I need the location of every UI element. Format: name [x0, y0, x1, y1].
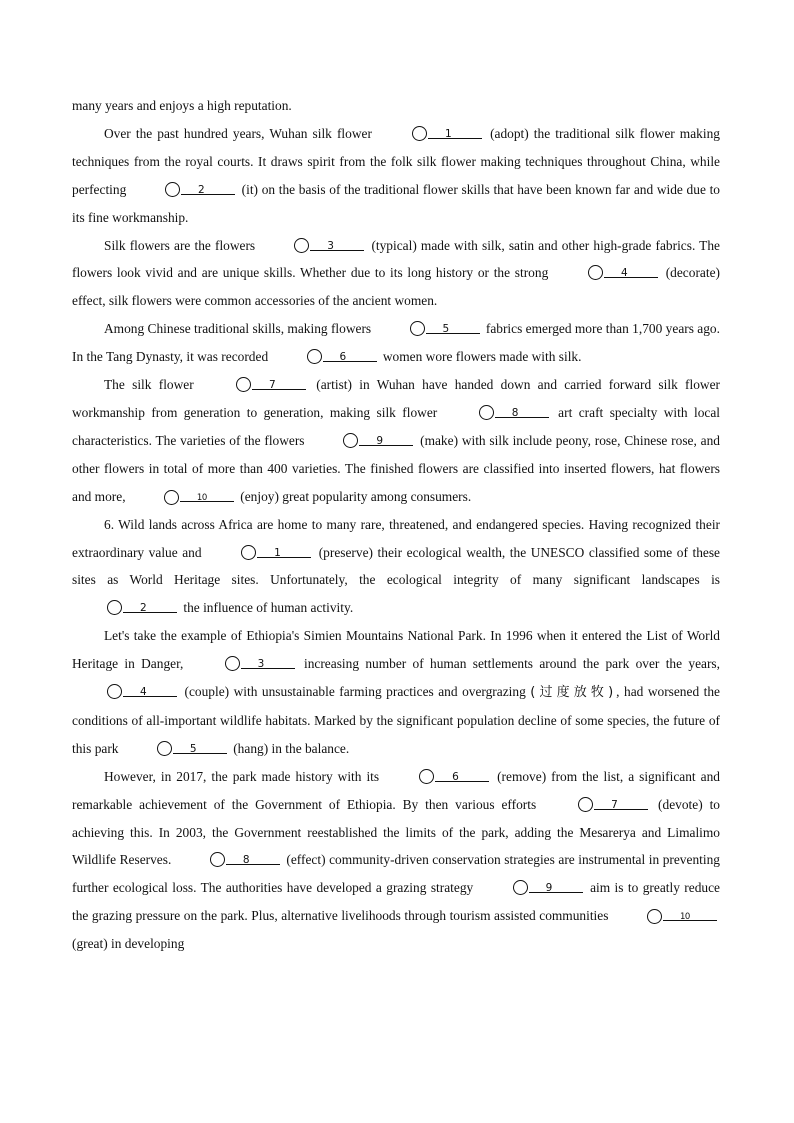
blank-number: 8: [479, 405, 494, 420]
blank-number: 3: [225, 656, 240, 671]
blank-6-3[interactable]: [190, 650, 298, 678]
blank-number: 8: [210, 852, 225, 867]
blank-6-7[interactable]: [543, 791, 651, 819]
blank-number: 4: [588, 265, 603, 280]
blank-number: 2: [165, 182, 180, 197]
blank-number: 1: [412, 126, 427, 141]
blank-number: 2: [107, 600, 122, 615]
paragraph-silk-flowers: Silk flowers are the flowers 3 (typical) made with silk, satin and other high-grade fabrics. The flowers look vivid and are unique skills. Whether due to its long history or the strong 4 (decorate) effect, silk flowers were common accessories of the ancient women.: [72, 232, 720, 316]
paragraph-wuhan-history: Over the past hundred years, Wuhan silk flower 1 (adopt) the traditional silk flower making techniques from the royal courts. It draws spirit from the folk silk flower making techniques throughout China, while perfecting 2 (it) on the basis of the traditional flower skills that have been known far and wide due to its fine workmanship.: [72, 120, 720, 232]
blank-number: 3: [294, 238, 309, 253]
blank-4[interactable]: [553, 259, 661, 287]
paragraph-continuation: many years and enjoys a high reputation.: [72, 98, 292, 113]
blank-10[interactable]: [129, 483, 237, 511]
blank-6-4[interactable]: [72, 678, 180, 706]
blank-number: 7: [578, 797, 593, 812]
blank-3[interactable]: [259, 232, 367, 260]
paragraph-artists: The silk flower 7 (artist) in Wuhan have handed down and carried forward silk flower workmanship from generation to generation, making silk flower 8 art craft specialty with local characteristics. The varieties of the flowers 9 (make) with silk include peony, rose, Chinese rose, and other flowers in total of more than 400 varieties. The finished flowers are classified into inserted flowers, hat flowers and more, 10 (enjoy) great popularity among consumers.: [72, 371, 720, 511]
blank-6-5[interactable]: [122, 735, 230, 763]
blank-number: 9: [343, 433, 358, 448]
blank-number: 5: [157, 741, 172, 756]
blank-2[interactable]: [130, 176, 238, 204]
blank-number: 6: [307, 349, 322, 364]
blank-9[interactable]: [308, 427, 416, 455]
paragraph-africa-wild-lands: 6. Wild lands across Africa are home to many rare, threatened, and endangered species. Having recognized their extraordinary value and 1 (preserve) their ecological wealth, the UNESCO classified some of these sites as World Heritage sites. Unfortunately, the ecological integrity of many significant landscapes is 2 the influence of human activity.: [72, 511, 720, 623]
document-page: [72, 92, 720, 958]
blank-6-10[interactable]: [612, 902, 720, 930]
chinese-gloss: (过度放牧): [530, 685, 617, 701]
blank-7[interactable]: [201, 371, 309, 399]
blank-number: 9: [513, 880, 528, 895]
paragraph-tang-dynasty: Among Chinese traditional skills, making flowers 5 fabrics emerged more than 1,700 years ago. In the Tang Dynasty, it was recorded 6 women wore flowers made with silk.: [72, 315, 720, 371]
blank-1[interactable]: [377, 120, 485, 148]
blank-number: 7: [236, 377, 251, 392]
blank-number: 5: [410, 321, 425, 336]
blank-6-2[interactable]: [72, 594, 180, 622]
blank-number: 10: [647, 909, 662, 924]
paragraph-simien-park: Let's take the example of Ethiopia's Simien Mountains National Park. In 1996 when it entered the List of World Heritage in Danger, 3 increasing number of human settlements around the park over the years, 4 (couple) with unsustainable farming practices and overgrazing (过度放牧), had worsened the conditions of all-important wildlife habitats. Marked by the significant population decline of some species, the future of this park 5 (hang) in the balance.: [72, 622, 720, 763]
blank-8[interactable]: [444, 399, 552, 427]
blank-number: 10: [164, 490, 179, 505]
paragraph-2017-removal: However, in 2017, the park made history with its 6 (remove) from the list, a significant and remarkable achievement of the Government of Ethiopia. By then various efforts 7 (devote) to achieving this. In 2003, the Government reestablished the limits of the park, adding the Mesarerya and Limalimo Wildlife Reserves. 8 (effect) community-driven conservation strategies are instrumental in preventing further ecological loss. The authorities have developed a grazing strategy 9 aim is to greatly reduce the grazing pressure on the park. Plus, alternative livelihoods through tourism assisted communities 10 (great) in developing: [72, 763, 720, 958]
blank-5[interactable]: [375, 315, 483, 343]
blank-6-6[interactable]: [384, 763, 492, 791]
blank-number: 4: [107, 684, 122, 699]
blank-6-8[interactable]: [175, 846, 283, 874]
blank-6-9[interactable]: [478, 874, 586, 902]
blank-number: 1: [241, 545, 256, 560]
blank-6[interactable]: [272, 343, 380, 371]
blank-6-1[interactable]: [206, 539, 314, 567]
blank-number: 6: [419, 769, 434, 784]
